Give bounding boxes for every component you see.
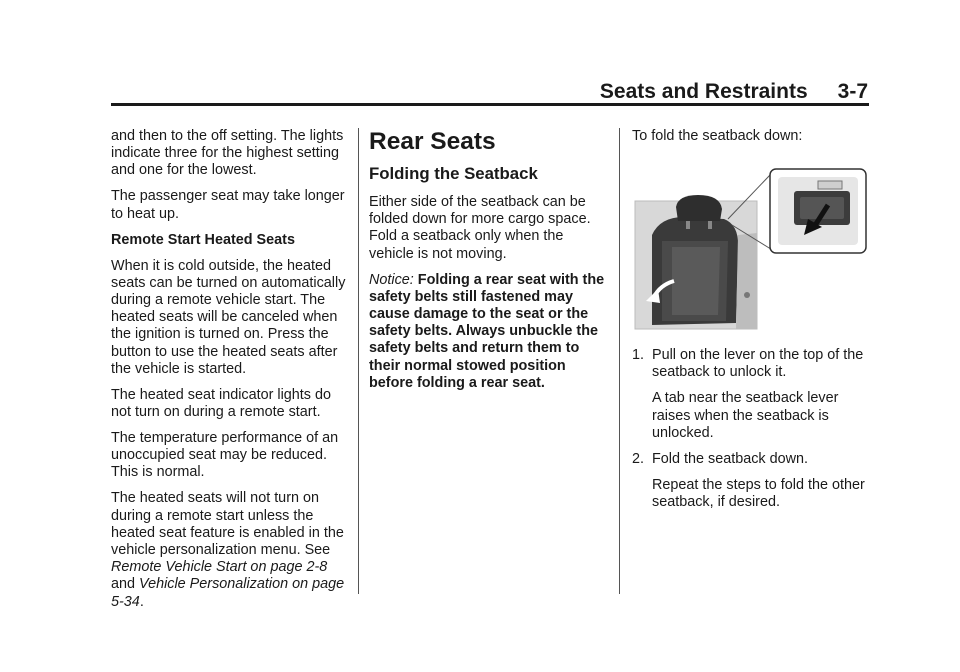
seatback-fold-illustration-icon: [632, 155, 870, 335]
steps-list: [632, 347, 872, 511]
paragraph: The passenger seat may take longer to heat up.: [111, 188, 345, 222]
step-note: Repeat the steps to fold the other seatback, if desired.: [652, 476, 865, 511]
intro-paragraph: To fold the seatback down:: [632, 128, 803, 144]
paragraph: and then to the off setting. The lights indicate three for the highest setting and one for the lowest.: [111, 128, 344, 179]
column-divider: [358, 128, 359, 594]
notice-text: Folding a rear seat with the safety belts still fastened may cause damage to the seat or the safety belts. Always unbuckle the safety belts and return them to their normal stowed position before folding a rear seat.: [369, 271, 605, 391]
step-note: A tab near the seatback lever raises when the seatback is unlocked.: [652, 390, 839, 441]
step-number: 2.: [632, 450, 645, 467]
subheading: Remote Start Heated Seats: [111, 231, 295, 248]
period-text: .: [139, 593, 144, 610]
paragraph-with-references: [111, 490, 347, 610]
page-header: [600, 80, 868, 104]
cross-reference-link[interactable]: Vehicle Personalization on page 5-34: [111, 576, 345, 610]
cross-reference-link[interactable]: Remote Vehicle Start on page 2-8: [111, 559, 328, 576]
paragraph: The heated seat indicator lights do not turn on during a remote start.: [111, 386, 331, 421]
section-title: Seats and Restraints: [599, 80, 808, 103]
paragraph: The temperature performance of an unoccupied seat may be reduced. This is normal.: [111, 430, 339, 481]
notice-paragraph: [369, 272, 609, 392]
section-heading: Rear Seats: [369, 128, 496, 155]
conjunction-text: and: [111, 576, 136, 593]
step-text: Fold the seatback down.: [652, 450, 808, 467]
paragraph-text: The heated seats will not turn on during a remote start unless the heated seat feature is enabled in the vehicle personalization menu. See: [111, 490, 344, 559]
paragraph: Either side of the seatback can be folded down for more cargo space. Fold a seatback only when the vehicle is not moving.: [369, 194, 591, 262]
list-item: [632, 451, 872, 511]
column-1: [111, 128, 347, 620]
notice-label: Notice:: [369, 271, 414, 288]
page-number: 3-7: [837, 80, 868, 103]
step-number: 1.: [632, 347, 645, 364]
list-item: [632, 347, 872, 442]
column-2: [369, 128, 609, 401]
column-divider: [619, 128, 620, 594]
paragraph: When it is cold outside, the heated seats can be turned on automatically during a remote vehicle start. The heated seats will be canceled when the ignition is turned on. Press the button to use the heated seats after the vehicle is started.: [111, 257, 346, 377]
subsection-heading: Folding the Seatback: [369, 164, 538, 183]
step-text: Pull on the lever on the top of the seatback to unlock it.: [652, 347, 864, 381]
header-rule: [111, 103, 869, 106]
column-3: [632, 128, 872, 520]
